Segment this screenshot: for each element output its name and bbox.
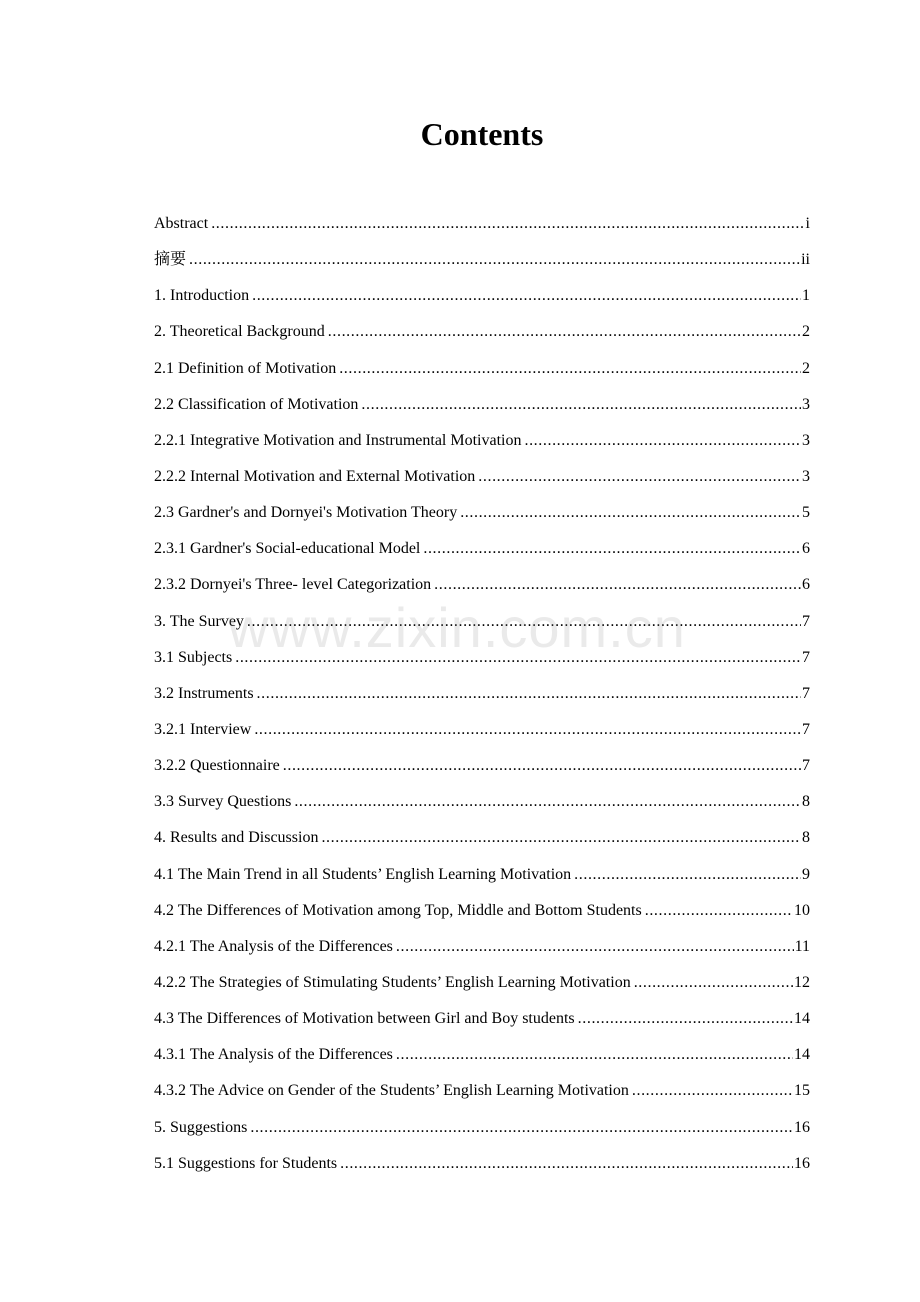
toc-dot-leader [340, 1150, 793, 1178]
toc-entry-page-number: 9 [802, 865, 810, 883]
toc-dot-leader [578, 1005, 793, 1033]
toc-dot-leader [632, 1077, 793, 1105]
toc-entry-label: 4.3.1 The Analysis of the Differences [154, 1046, 393, 1064]
toc-entry-label: 2.1 Definition of Motivation [154, 359, 337, 377]
toc-entry-label: 4.2 The Differences of Motivation among Top, Middle and Bottom Students [154, 901, 642, 919]
toc-dot-leader [574, 861, 801, 889]
toc-entry-page-number: 7 [802, 720, 810, 738]
toc-entry-label: 3.3 Survey Questions [154, 793, 292, 811]
toc-entry-label: 2.3 Gardner's and Dornyei's Motivation Theory [154, 504, 458, 522]
toc-dot-leader [460, 499, 801, 527]
toc-entry[interactable] [154, 608, 810, 644]
toc-dot-leader [328, 318, 801, 346]
toc-entry-label: 1. Introduction [154, 287, 250, 305]
toc-entry[interactable] [154, 824, 810, 860]
toc-entry-page-number: 6 [802, 540, 810, 558]
toc-entry-label: 4.1 The Main Trend in all Students’ English Learning Motivation [154, 865, 572, 883]
toc-entry[interactable] [154, 644, 810, 680]
toc-entry-page-number: 10 [794, 901, 810, 919]
toc-entry-label: 2.3.1 Gardner's Social-educational Model [154, 540, 421, 558]
toc-entry-page-number: 3 [802, 395, 810, 413]
toc-entry[interactable] [154, 897, 810, 933]
toc-entry[interactable] [154, 716, 810, 752]
toc-entry[interactable] [154, 463, 810, 499]
toc-entry-label: Abstract [154, 215, 209, 232]
toc-dot-leader [254, 716, 801, 744]
toc-entry-page-number: 7 [802, 684, 810, 702]
toc-dot-leader [396, 1041, 793, 1069]
toc-entry[interactable] [154, 355, 810, 391]
toc-entry-page-number: 16 [794, 1118, 810, 1136]
toc-dot-leader [321, 824, 801, 852]
toc-entry-label: 2.3.2 Dornyei's Three- level Categorization [154, 576, 432, 594]
toc-entry-page-number: 8 [802, 793, 810, 811]
toc-entry-label: 4. Results and Discussion [154, 829, 319, 847]
toc-entry-page-number: 14 [794, 1046, 810, 1064]
toc-dot-leader [294, 788, 801, 816]
toc-entry[interactable] [154, 571, 810, 607]
toc-entry[interactable] [154, 499, 810, 535]
toc-entry-page-number: 8 [802, 829, 810, 847]
toc-entry[interactable] [154, 318, 810, 354]
toc-entry-label: 2.2.1 Integrative Motivation and Instrumental Motivation [154, 431, 522, 449]
toc-entry-page-number: ii [801, 251, 810, 269]
toc-entry-page-number: 3 [802, 431, 810, 449]
toc-dot-leader [634, 969, 793, 997]
toc-entry-page-number: i [805, 215, 810, 232]
toc-entry-label: 4.2.2 The Strategies of Stimulating Students’ English Learning Motivation [154, 973, 631, 991]
toc-entry-page-number: 12 [794, 973, 810, 991]
watermark: www.zixin.com.cn [228, 596, 686, 659]
toc-entry-page-number: 3 [802, 467, 810, 485]
toc-entry-label: 3.1 Subjects [154, 648, 233, 666]
toc-entry-page-number: 2 [802, 323, 810, 341]
toc-entry[interactable] [154, 933, 810, 969]
toc-entry[interactable] [154, 788, 810, 824]
toc-dot-leader [645, 897, 793, 925]
toc-dot-leader [434, 571, 801, 599]
toc-dot-leader [283, 752, 801, 780]
toc-dot-leader [250, 1114, 793, 1142]
toc-dot-leader [423, 535, 801, 563]
table-of-contents [154, 210, 810, 1186]
toc-dot-leader [524, 427, 801, 455]
toc-dot-leader [339, 355, 801, 383]
toc-entry-label: 3.2 Instruments [154, 684, 254, 702]
toc-entry[interactable] [154, 680, 810, 716]
toc-dot-leader [361, 391, 801, 419]
toc-entry-page-number: 14 [794, 1010, 810, 1028]
toc-entry[interactable] [154, 427, 810, 463]
toc-dot-leader [247, 608, 801, 636]
toc-dot-leader [478, 463, 801, 491]
toc-entry-page-number: 5 [802, 504, 810, 522]
toc-dot-leader [396, 933, 794, 961]
toc-entry-label: 4.3.2 The Advice on Gender of the Students’ English Learning Motivation [154, 1082, 629, 1100]
toc-entry-page-number: 7 [802, 648, 810, 666]
toc-entry[interactable] [154, 752, 810, 788]
toc-entry[interactable] [154, 861, 810, 897]
toc-entry-label: 4.2.1 The Analysis of the Differences [154, 937, 393, 955]
toc-entry-label: 2.2.2 Internal Motivation and External Motivation [154, 467, 476, 485]
toc-entry-label: 4.3 The Differences of Motivation between Girl and Boy students [154, 1010, 575, 1028]
toc-dot-leader [189, 246, 800, 274]
toc-dot-leader [257, 680, 801, 708]
toc-entry-label: 摘要 [154, 251, 187, 269]
toc-entry-label: 2.2 Classification of Motivation [154, 395, 359, 413]
toc-entry[interactable] [154, 1150, 810, 1186]
toc-entry-page-number: 16 [794, 1154, 810, 1172]
toc-dot-leader [211, 210, 804, 238]
toc-entry[interactable] [154, 282, 810, 318]
toc-entry[interactable] [154, 969, 810, 1005]
toc-entry[interactable] [154, 246, 810, 282]
toc-entry-label: 2. Theoretical Background [154, 323, 325, 341]
toc-entry-page-number: 1 [802, 287, 810, 305]
toc-entry-page-number: 15 [794, 1082, 810, 1100]
toc-entry[interactable] [154, 1041, 810, 1077]
toc-entry[interactable] [154, 210, 810, 246]
toc-entry-label: 3.2.1 Interview [154, 720, 252, 738]
page-title: Contents [420, 116, 544, 152]
toc-entry[interactable] [154, 391, 810, 427]
toc-entry-page-number: 2 [802, 359, 810, 377]
toc-entry[interactable] [154, 535, 810, 571]
toc-entry[interactable] [154, 1114, 810, 1150]
toc-entry-label: 5.1 Suggestions for Students [154, 1154, 338, 1172]
toc-entry-page-number: 7 [802, 612, 810, 630]
toc-entry-label: 5. Suggestions [154, 1118, 248, 1136]
toc-entry-label: 3. The Survey [154, 612, 244, 630]
toc-dot-leader [235, 644, 801, 672]
toc-entry-label: 3.2.2 Questionnaire [154, 757, 280, 775]
toc-dot-leader [252, 282, 801, 310]
toc-entry[interactable] [154, 1077, 810, 1113]
toc-entry-page-number: 6 [802, 576, 810, 594]
toc-entry-page-number: 7 [802, 757, 810, 775]
toc-entry-page-number: 11 [794, 937, 810, 955]
toc-entry[interactable] [154, 1005, 810, 1041]
